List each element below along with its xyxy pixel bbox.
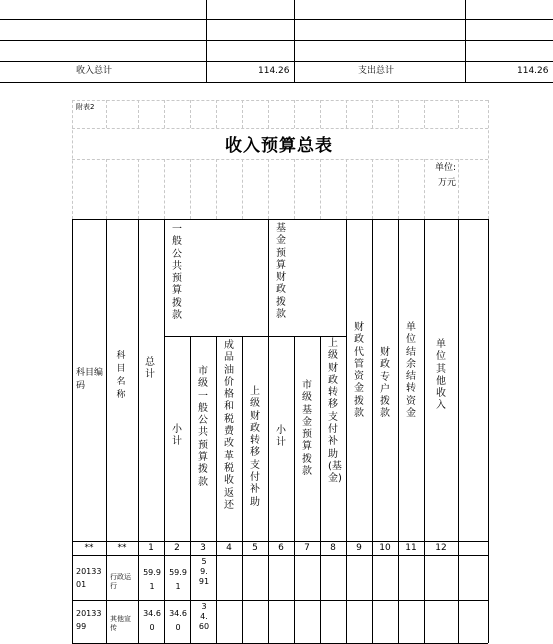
- header-total: 总计: [145, 357, 155, 381]
- header-city-general-budget: 市级一般公共预算拨款: [198, 366, 208, 488]
- income-total-value: 114.26: [258, 66, 290, 76]
- index-cell: 10: [379, 543, 391, 553]
- page-title: 收入预算总表: [225, 136, 333, 156]
- header-subject-code: 科目编码: [76, 368, 104, 391]
- row-subtotal: 59.91: [169, 568, 187, 591]
- index-cell: 12: [435, 543, 447, 553]
- index-cell: 5: [252, 543, 258, 553]
- row-city-general: 34.60: [198, 602, 210, 631]
- expense-total-value: 114.26: [517, 66, 549, 76]
- index-cell: 8: [330, 543, 336, 553]
- row-name: 行政运行: [110, 573, 131, 590]
- index-cell: 7: [304, 543, 310, 553]
- header-fuel-tax-refund: 成品油价格和税费改革税收返还: [224, 340, 234, 511]
- header-agency-fund: 财政代管资金拨款: [354, 322, 364, 420]
- header-upper-transfer-fund: 上级财政转移支付补助(基金): [328, 338, 342, 485]
- index-cell: 11: [405, 543, 417, 553]
- index-cell: 2: [174, 543, 180, 553]
- index-cell: 4: [226, 543, 232, 553]
- header-general-subtotal: 小计: [172, 424, 182, 448]
- row-name: 其他宣传: [110, 615, 131, 632]
- index-cell: **: [117, 543, 127, 553]
- row-total: 34.60: [143, 609, 161, 632]
- expense-total-label: 支出总计: [358, 66, 395, 76]
- header-city-fund-budget: 市级基金预算拨款: [302, 380, 312, 478]
- appendix-label: 附表2: [76, 103, 95, 111]
- row-subtotal: 34.60: [169, 609, 187, 632]
- row-total: 59.91: [143, 568, 161, 591]
- header-fund-budget: 基金预算财政拨款: [276, 223, 286, 321]
- index-cell: **: [84, 543, 94, 553]
- income-total-label: 收入总计: [76, 66, 113, 76]
- index-cell: 9: [356, 543, 362, 553]
- index-cell: 1: [148, 543, 154, 553]
- row-code: 2013399: [76, 609, 102, 631]
- header-carryover: 单位结余结转资金: [406, 322, 416, 420]
- row-code: 2013301: [76, 567, 102, 589]
- index-cell: 6: [278, 543, 284, 553]
- unit-label: 单位:万元: [434, 163, 456, 188]
- header-special-fund: 财政专户拨款: [380, 347, 390, 420]
- header-fund-subtotal: 小计: [276, 425, 286, 449]
- header-upper-transfer: 上级财政转移支付补助: [250, 386, 260, 508]
- header-subject-name: 科目名称: [116, 351, 126, 400]
- header-other-income: 单位其他收入: [436, 339, 446, 412]
- header-general-budget: 一般公共预算拨款: [172, 224, 182, 322]
- row-city-general: 59.91: [198, 557, 210, 586]
- index-cell: 3: [200, 543, 206, 553]
